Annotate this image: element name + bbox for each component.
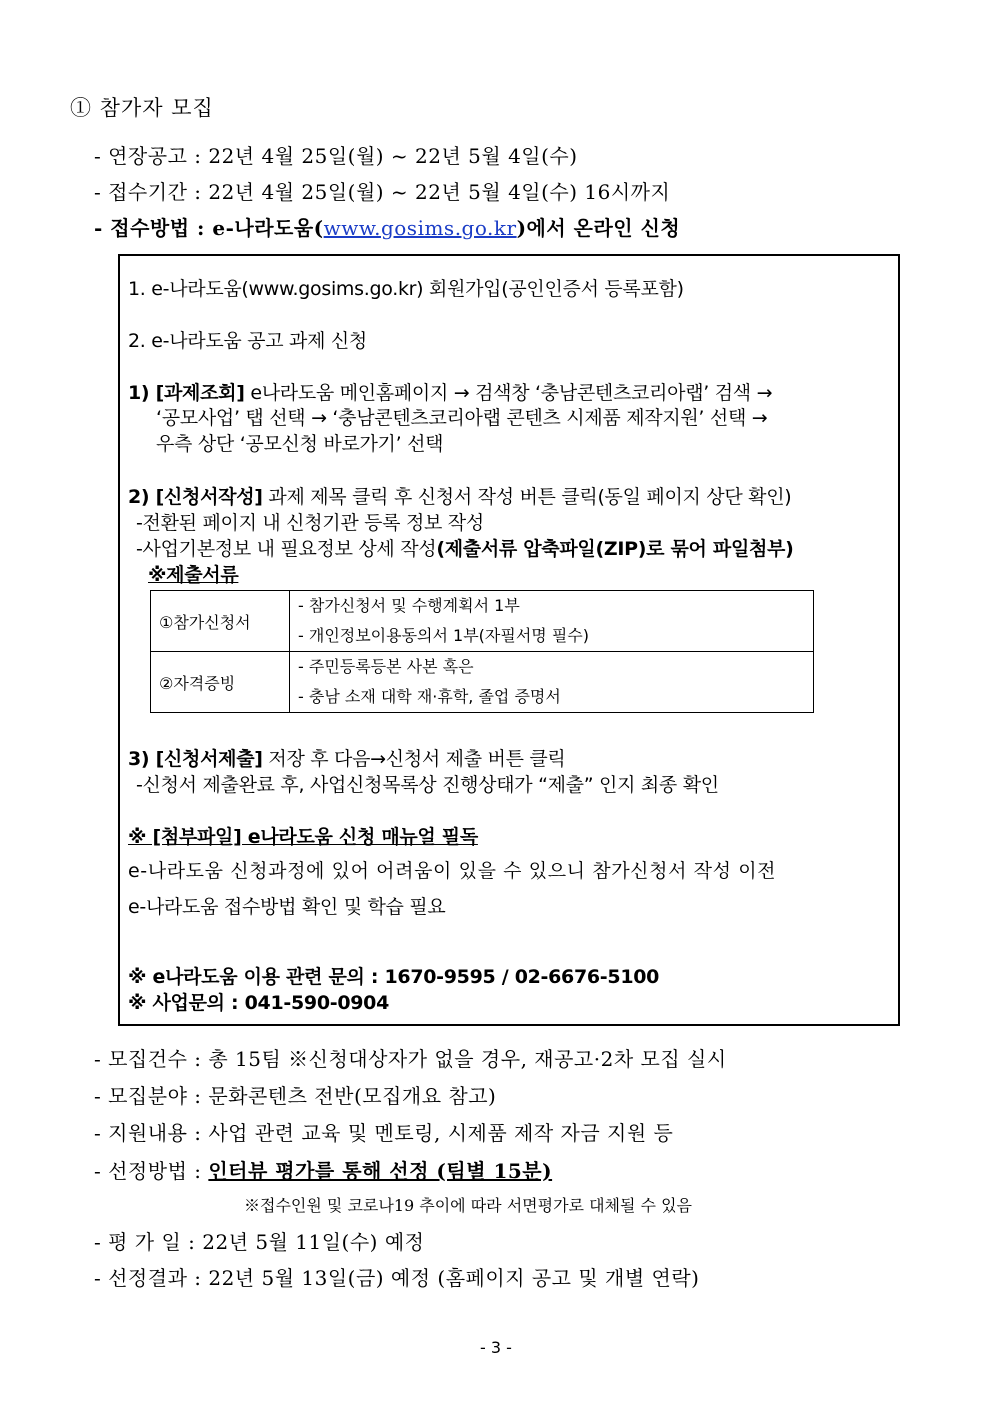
contact-business: ※ 사업문의 : 041-590-0904 — [128, 992, 390, 1014]
substep-1-text: e나라도움 메인홈페이지 → 검색창 ‘충남콘텐츠코리아랩’ 검색 → — [244, 382, 773, 404]
selection-prefix: - 선정방법 : — [94, 1159, 209, 1183]
selection-emph: 인터뷰 평가를 통해 선정 (팀별 15분) — [208, 1159, 553, 1183]
doc-items — [290, 652, 814, 713]
doc-item: - 개인정보이용동의서 1부(자필서명 필수) — [298, 626, 589, 645]
substep-3-line2: -신청서 제출완료 후, 사업신청목록상 진행상태가 “제출” 인지 최종 확인 — [136, 774, 719, 796]
substep-2-line1 — [128, 482, 791, 509]
selection-method-item — [94, 1155, 552, 1184]
substep-2-text: 과제 제목 클릭 후 신청서 작성 버튼 클릭(동일 페이지 상단 확인) — [262, 486, 792, 508]
selection-result-item: - 선정결과 : 22년 5월 13일(금) 예정 (홈페이지 공고 및 개별 연락) — [94, 1266, 700, 1290]
application-guide-box — [118, 254, 900, 1026]
substep-1-label: 1) [과제조회] — [128, 382, 245, 404]
page-number: - 3 - — [480, 1338, 512, 1357]
method-suffix: )에서 온라인 신청 — [516, 216, 681, 240]
substep-1-line1 — [128, 378, 772, 405]
manual-line-2: e-나라도움 접수방법 확인 및 학습 필요 — [128, 896, 446, 918]
substep-3-line1 — [128, 744, 565, 771]
recruit-count-item: - 모집건수 : 총 15팀 ※신청대상자가 없을 경우, 재공고·2차 모집 실시 — [94, 1047, 727, 1071]
gosims-link[interactable]: www.gosims.go.kr — [323, 216, 517, 240]
substep-3-text: 저장 후 다음→신청서 제출 버튼 클릭 — [262, 748, 566, 770]
substep-2-label: 2) [신청서작성] — [128, 486, 263, 508]
application-period-item: - 접수기간 : 22년 4월 25일(월) ~ 22년 5월 4일(수) 16시까지 — [94, 180, 671, 204]
step-2: 2. e-나라도움 공고 과제 신청 — [128, 330, 367, 352]
doc-item: - 주민등록등본 사본 혹은 — [298, 657, 474, 676]
table-row — [151, 591, 814, 652]
manual-line-1: e-나라도움 신청과정에 있어 어려움이 있을 수 있으니 참가신청서 작성 이전 — [128, 860, 777, 882]
substep-2-line3-emph: (제출서류 압축파일(ZIP)로 묶어 파일첨부) — [436, 538, 794, 560]
docs-title: ※제출서류 — [148, 564, 239, 586]
evaluation-date-item: - 평 가 일 : 22년 5월 11일(수) 예정 — [94, 1230, 425, 1254]
contact-enara: ※ e나라도움 이용 관련 문의 : 1670-9595 / 02-6676-5100 — [128, 966, 660, 988]
substep-2-line3 — [136, 534, 794, 561]
table-row — [151, 652, 814, 713]
recruit-field-item: - 모집분야 : 문화콘텐츠 전반(모집개요 참고) — [94, 1084, 497, 1108]
substep-1-line3: 우측 상단 ‘공모신청 바로가기’ 선택 — [156, 433, 444, 455]
substep-1-line2: ‘공모사업’ 탭 선택 → ‘충남콘텐츠코리아랩 콘텐츠 시제품 제작지원’ 선택 → — [156, 407, 768, 429]
doc-item: - 참가신청서 및 수행계획서 1부 — [298, 596, 520, 615]
doc-name: ②자격증빙 — [151, 652, 290, 713]
application-method-item — [94, 212, 680, 241]
selection-note: ※접수인원 및 코로나19 추이에 따라 서면평가로 대체될 수 있음 — [244, 1196, 692, 1215]
support-content-item: - 지원내용 : 사업 관련 교육 및 멘토링, 시제품 제작 자금 지원 등 — [94, 1121, 674, 1145]
substep-3-label: 3) [신청서제출] — [128, 748, 263, 770]
manual-title: ※ [첨부파일] e나라도움 신청 매뉴얼 필독 — [128, 826, 478, 848]
method-prefix: - 접수방법 : e-나라도움( — [94, 216, 324, 240]
substep-2-line3-text: -사업기본정보 내 필요정보 상세 작성 — [136, 538, 437, 560]
required-docs-table — [150, 590, 814, 713]
extension-notice-item: - 연장공고 : 22년 4월 25일(월) ~ 22년 5월 4일(수) — [94, 144, 578, 168]
doc-name: ①참가신청서 — [151, 591, 290, 652]
doc-items — [290, 591, 814, 652]
substep-2-line2: -전환된 페이지 내 신청기관 등록 정보 작성 — [136, 512, 484, 534]
step-1: 1. e-나라도움(www.gosims.go.kr) 회원가입(공인인증서 등록포함) — [128, 278, 684, 300]
section-title: ① 참가자 모집 — [70, 96, 214, 120]
doc-item: - 충남 소재 대학 재·휴학, 졸업 증명서 — [298, 687, 561, 706]
